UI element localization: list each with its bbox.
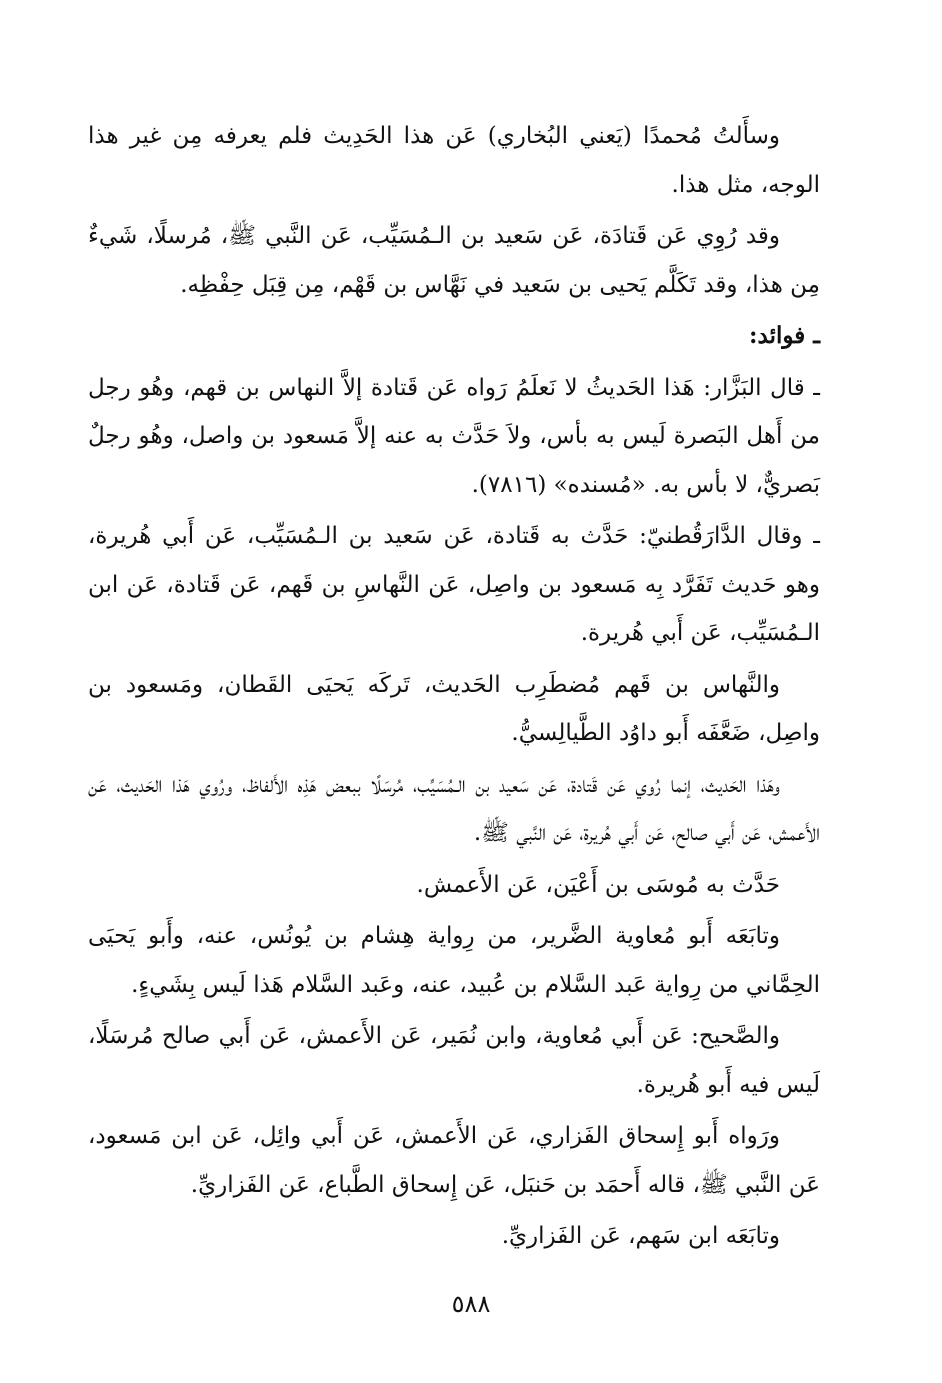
paragraph-fazari: ورَواه أَبو إِسحاق الفَزاري، عَن الأَعمش، عَن أَبي وائِل، عَن ابن مَسعود، عَن النَّبي ﷺ، قاله أَحمَد بن حَنبَل، عَن إِسحاق الطَّباع، عَن الفَزاريِّ.: [88, 1123, 820, 1198]
paragraph-bazzar: ـ قال البَزَّار: هَذا الحَديثُ لا نَعلَمُ رَواه عَن قَتادة إلاَّ النهاس بن قهم، وهُو رجل من أَهل البَصرة لَيس به بأس، ولاَ حَدَّث به عنه إلاَّ مَسعود بن واصل، وهُو رجلٌ بَصريٌّ، لا بأس به. «مُسنده» (٧٨١٦).: [88, 374, 820, 498]
paragraph-nahhas: والنَّهاس بن قَهم مُضطَرِب الحَديث، تَركَه يَحيَى القَطان، ومَسعود بن واصِل، ضَعَّفَه أَبو داوُد الطَّيالِسيُّ.: [88, 671, 820, 746]
page-body: [88, 112, 820, 1264]
paragraph-daraqutni: ـ وقال الدَّارَقُطنيّ: حَدَّث به قَتادة، عَن سَعيد بن الـمُسَيِّب، عَن أَبي هُريرة، وهو حَديث تَفَرَّد بِه مَسعود بن واصِل، عَن النَّهاسِ بن قَهم، عَن قَتادة، عَن ابن الـمُسَيِّب، عَن أَبي هُريرة.: [88, 523, 820, 646]
paragraph-sahih: والصَّحيح: عَن أَبي مُعاوية، وابن نُمَير، عَن الأَعمش، عَن أَبي صالح مُرسَلًا، لَيس فيه أَبو هُريرة.: [88, 1023, 820, 1098]
section-heading-fawaid: ـ فوائد:: [749, 322, 820, 349]
paragraph-musa-ibn-ayan: حَدَّث به مُوسَى بن أَعْيَن، عَن الأَعمش.: [416, 871, 780, 898]
paragraph-hadith-mursal: وهَذا الحَديث، إنما رُوي عَن قَتادة، عَن سَعيد بن الـمُسَيِّب، مُرسَلًا ببعض هَذِه الأَلفاظ، ورُوي هَذا الحَديث، عَن الأَعمش، عَن أَبي صالح، عَن أَبي هُريرة، عَن النَّبي ﷺ.: [88, 771, 820, 846]
page-number: ٥٨٨: [451, 1290, 491, 1318]
paragraph-qatada-mursal: وقد رُوِي عَن قَتادَة، عَن سَعيد بن الـمُسَيِّب، عَن النَّبي ﷺ، مُرسلًا، شَيءٌ مِن هذا، وقد تَكَلَّم يَحيى بن سَعيد في نَهَّاس بن قَهْم، مِن قِبَل حِفْظِه.: [88, 223, 820, 298]
paragraph-abu-muawiya: وتابَعَه أَبو مُعاوية الضَّرير، من رِواية هِشام بن يُونُس، عنه، وأَبو يَحيَى الحِمَّاني من رِواية عَبد السَّلام بن عُبيد، عنه، وعَبد السَّلام هَذا لَيس بِشَيءٍ.: [88, 923, 820, 998]
paragraph-ibn-sahm: وتابَعَه ابن سَهم، عَن الفَزاريِّ.: [501, 1223, 780, 1249]
paragraph-bukhari-question: وسأَلتُ مُحمدًا (يَعني البُخاري) عَن هذا الحَدِيث فلم يعرفه مِن غير هذا الوجه، مثل هذا.: [88, 123, 820, 198]
